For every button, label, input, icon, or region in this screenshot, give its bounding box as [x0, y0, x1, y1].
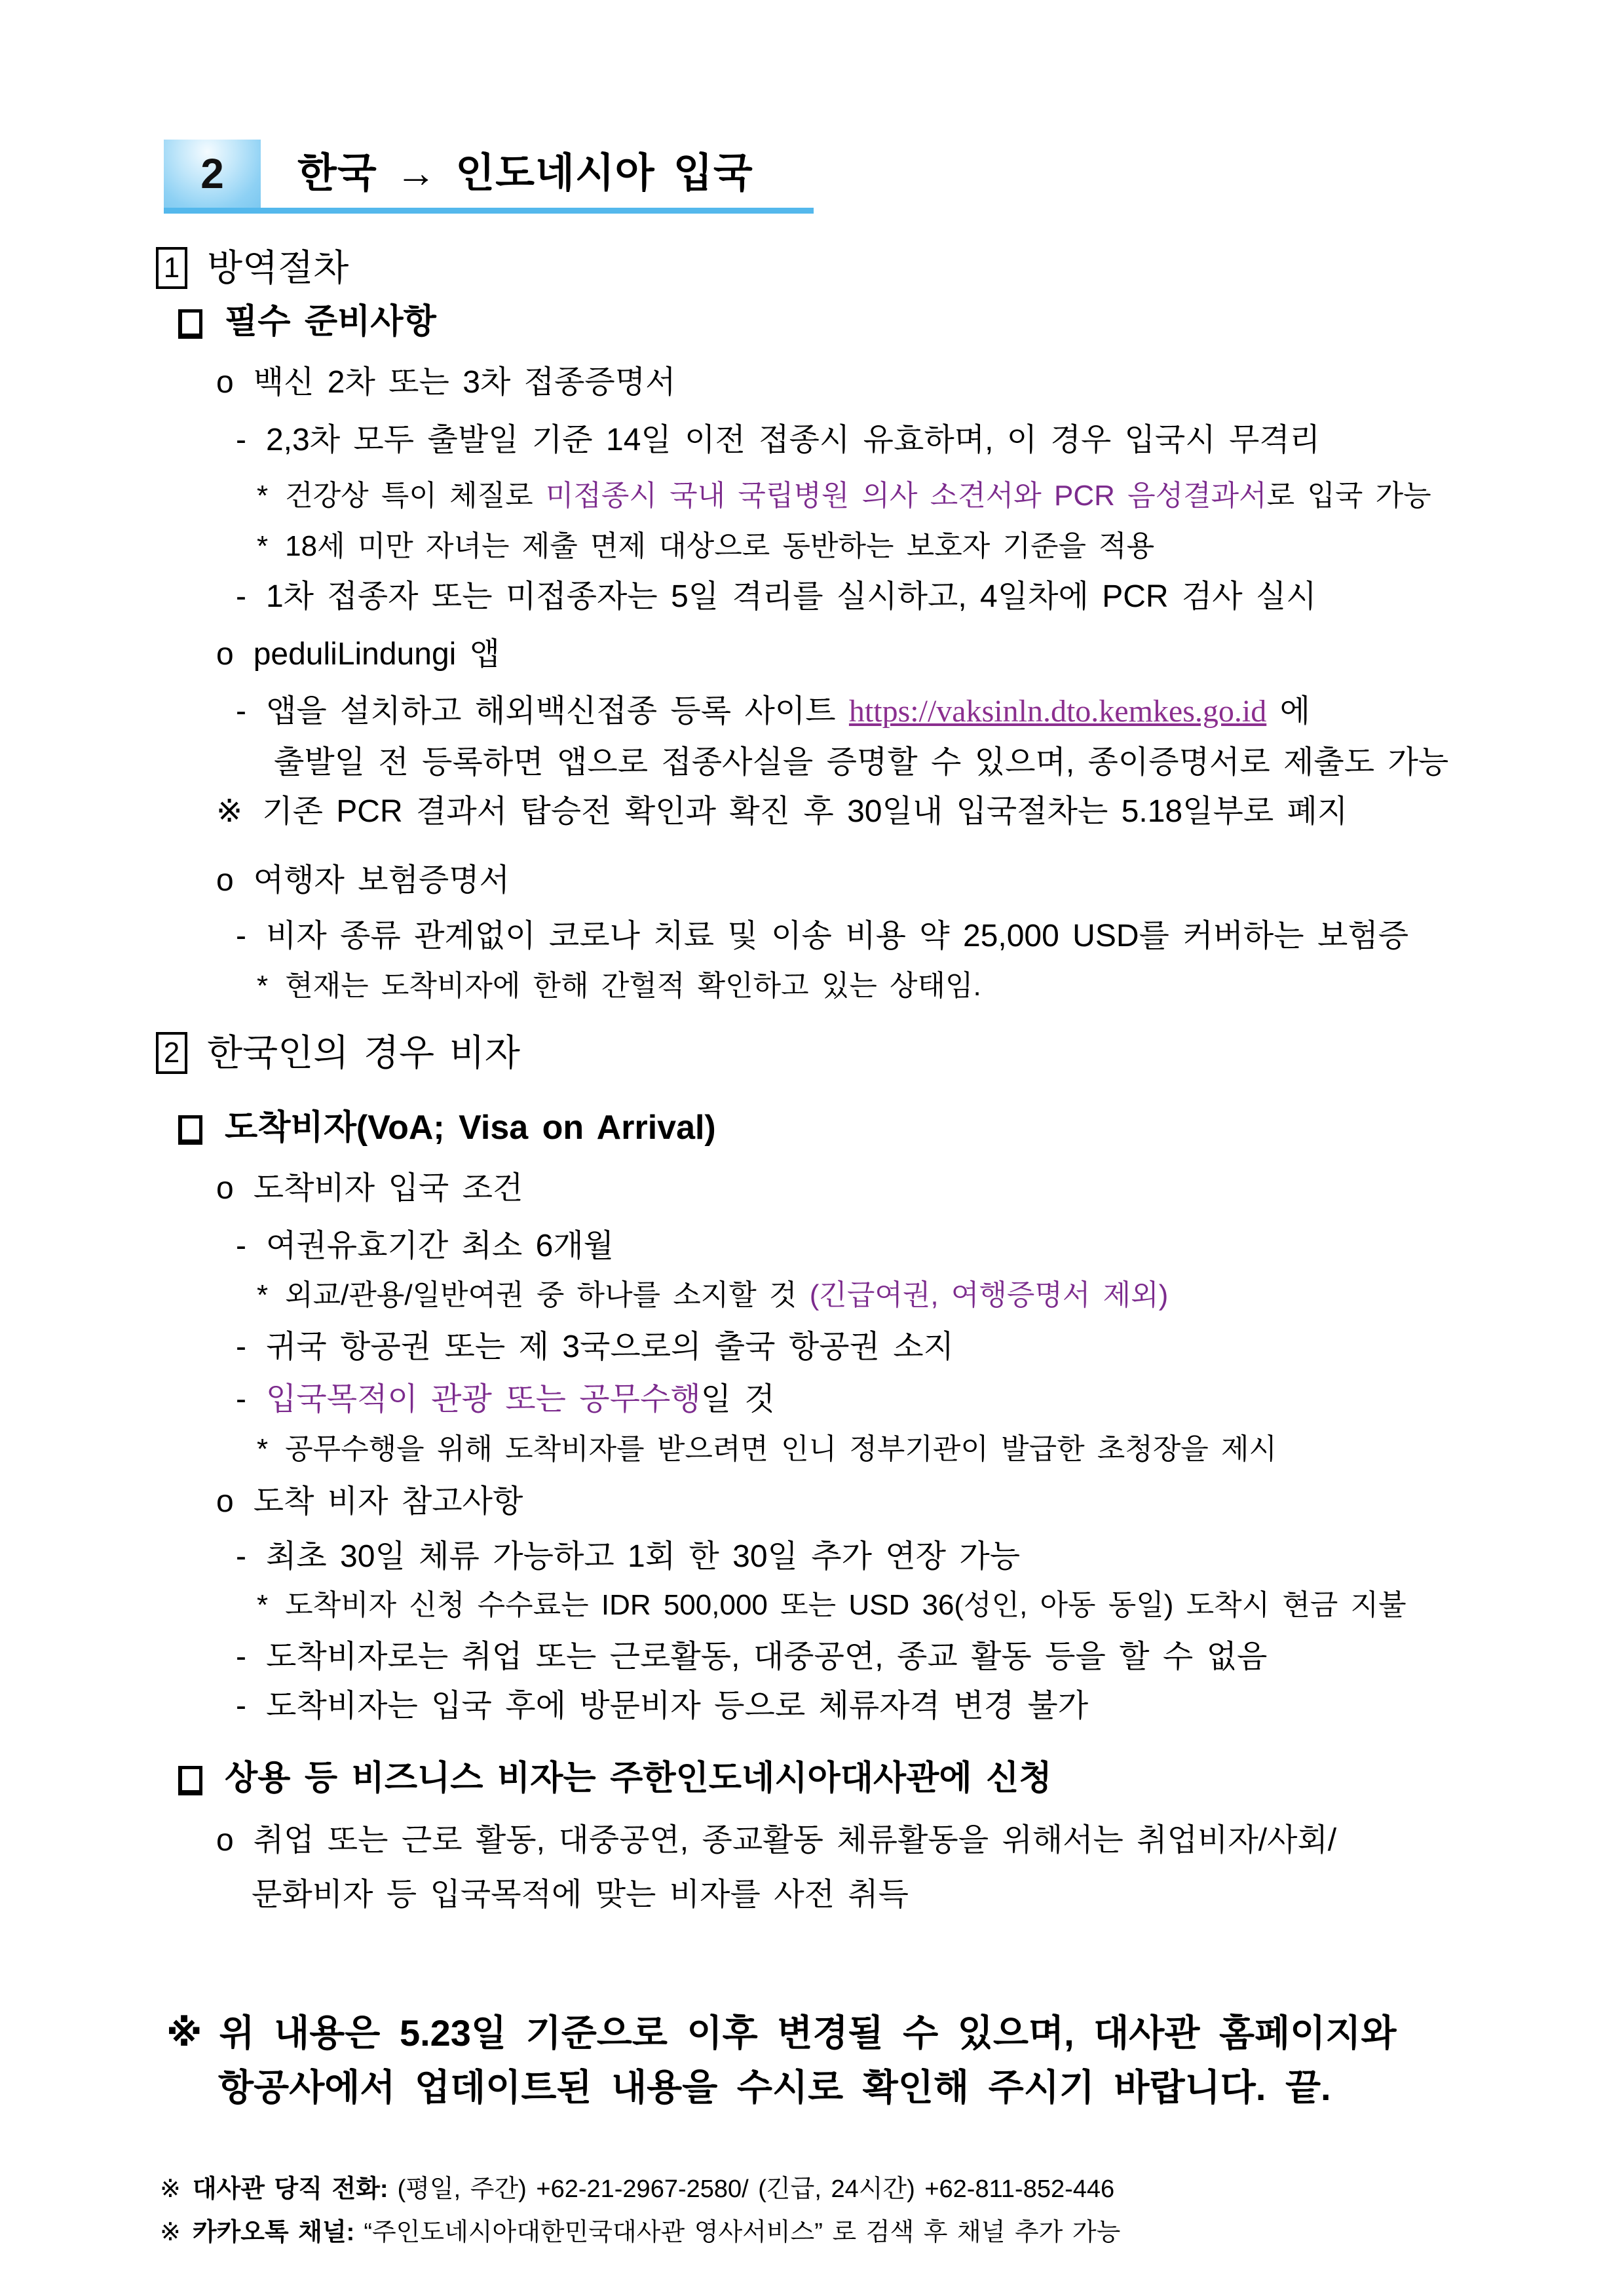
dash-bullet: - — [236, 1689, 246, 1723]
star-bullet: * — [257, 1279, 269, 1311]
vaccine-registration-link[interactable]: https://vaksinln.dto.kemkes.go.id — [848, 694, 1267, 729]
line-text — [266, 1384, 775, 1415]
dash-bullet: - — [236, 1229, 246, 1263]
footer-phone-label: 대사관 당직 전화: — [192, 2175, 388, 2203]
line-business-visa-2 — [0, 1879, 1624, 1911]
star-bullet: * — [257, 480, 269, 512]
footer-phone — [160, 2177, 1624, 2202]
circle-bullet: o — [216, 1171, 234, 1206]
line-text — [266, 696, 1310, 727]
line-voa-passport-note — [0, 1281, 1624, 1310]
dash-bullet: - — [236, 694, 246, 729]
line-insurance-title — [0, 865, 1624, 896]
text-purple: 입국목적이 관광 또는 공무수행 — [265, 1382, 701, 1417]
line-text: 귀국 항공권 또는 제 3국으로의 출국 항공권 소지 — [265, 1330, 954, 1364]
text-black: 일 것 — [700, 1382, 775, 1417]
heading-text: 방역절차 — [207, 247, 349, 288]
star-bullet: * — [257, 1589, 269, 1621]
circle-bullet: o — [216, 365, 234, 400]
line-text: 백신 2차 또는 3차 접종증명서 — [253, 365, 676, 400]
closing-notice-line1 — [166, 2012, 1624, 2054]
heading-text: 상용 등 비즈니스 비자는 주한인도네시아대사관에 신청 — [225, 1759, 1052, 1797]
line-text: 취업 또는 근로 활동, 대중공연, 종교활동 체류활동을 위해서는 취업비자/사회/ — [253, 1823, 1337, 1858]
heading-required-preparations — [178, 305, 1624, 339]
line-text — [285, 482, 1431, 510]
dash-bullet: - — [236, 1330, 246, 1364]
line-voa-ticket — [0, 1331, 1624, 1363]
line-text: peduliLindungi 앱 — [253, 637, 500, 672]
heading-text: 필수 준비사항 — [225, 303, 436, 341]
line-app-install-cont — [0, 747, 1624, 778]
line-voa-stay — [0, 1541, 1624, 1573]
line-voa-fee-note — [0, 1591, 1624, 1620]
dash-bullet: - — [236, 919, 246, 953]
line-text: 여행자 보험증명서 — [253, 863, 510, 898]
circle-bullet: o — [216, 1484, 234, 1519]
line-text: 도착비자 신청 수수료는 IDR 500,000 또는 USD 36(성인, 아동 동일) 도착시 현금 지불 — [285, 1589, 1407, 1621]
line-text: 위 내용은 5.23일 기준으로 이후 변경될 수 있으며, 대사관 홈페이지와 — [219, 2012, 1397, 2054]
star-bullet: * — [257, 970, 269, 1002]
heading-visa-for-koreans — [156, 1034, 1624, 1072]
line-text: 공무수행을 위해 도착비자를 받으려면 인니 정부기관이 발급한 초청장을 제시 — [285, 1433, 1277, 1465]
line-text — [285, 1281, 1168, 1310]
reference-mark: ※ — [216, 794, 243, 829]
line-app-install — [0, 696, 1624, 727]
line-text: 여권유효기간 최소 6개월 — [265, 1229, 614, 1263]
line-text: 1차 접종자 또는 미접종자는 5일 격리를 실시하고, 4일차에 PCR 검사 실시 — [265, 579, 1317, 614]
closing-notice-line2 — [0, 2069, 1624, 2106]
boxed-number-1: 1 — [156, 247, 187, 289]
line-pcr-abolished-note — [0, 796, 1624, 828]
line-text: 도착비자 입국 조건 — [253, 1171, 523, 1206]
line-text: 최초 30일 체류 가능하고 1회 한 30일 추가 연장 가능 — [265, 1539, 1021, 1574]
page-title: 한국 → 인도네시아 입국 — [297, 151, 753, 196]
line-text: 비자 종류 관계없이 코로나 치료 및 이송 비용 약 25,000 USD를 커버하는 보험증 — [265, 919, 1409, 953]
circle-bullet: o — [216, 637, 234, 672]
line-voa-reference-title — [0, 1486, 1624, 1518]
line-voa-purpose — [0, 1384, 1624, 1415]
line-text: 문화비자 등 입국목적에 맞는 비자를 사전 취득 — [252, 1877, 909, 1912]
dash-bullet: - — [236, 579, 246, 614]
line-voa-passport — [0, 1231, 1624, 1262]
line-vaccine-minor — [0, 532, 1624, 561]
star-bullet: * — [257, 1433, 269, 1465]
line-voa-no-work — [0, 1641, 1624, 1673]
dash-bullet: - — [236, 1539, 246, 1574]
line-vaccine-title — [0, 367, 1624, 398]
line-text: 도착 비자 참고사항 — [253, 1484, 523, 1519]
footer-phone-text: (평일, 주간) +62-21-2967-2580/ (긴급, 24시간) +62-811-852-446 — [397, 2175, 1115, 2203]
line-app-title — [0, 639, 1624, 670]
footer-kakao — [160, 2220, 1624, 2245]
section-number-box: 2 — [164, 140, 261, 208]
text-purple: (긴급여권, 여행증명서 제외) — [809, 1279, 1169, 1311]
line-voa-no-change — [0, 1691, 1624, 1722]
section-banner — [164, 140, 1624, 214]
circle-bullet: o — [216, 1823, 234, 1858]
line-voa-purpose-note — [0, 1435, 1624, 1464]
reference-mark: ※ — [160, 2219, 181, 2246]
text-black: 앱을 설치하고 해외백신접종 등록 사이트 — [265, 694, 849, 729]
text-black: 외교/관용/일반여권 중 하나를 소지할 것 — [285, 1279, 810, 1311]
square-bullet-icon — [178, 309, 202, 339]
heading-quarantine-procedure — [156, 249, 1624, 287]
line-text: 현재는 도착비자에 한해 간헐적 확인하고 있는 상태임. — [285, 970, 981, 1002]
reference-mark: ※ — [160, 2175, 181, 2203]
text-black: 로 입국 가능 — [1266, 480, 1431, 512]
dash-bullet: - — [236, 423, 246, 457]
heading-text: 도착비자(VoA; Visa on Arrival) — [225, 1109, 716, 1147]
text-purple: 미접종시 국내 국립병원 의사 소견서와 PCR 음성결과서 — [545, 480, 1267, 512]
line-text: 기존 PCR 결과서 탑승전 확인과 확진 후 30일내 입국절차는 5.18일부로 폐지 — [262, 794, 1348, 829]
line-vaccine-valid — [0, 425, 1624, 456]
text-black: 에 — [1266, 694, 1310, 729]
title-underline — [164, 208, 814, 214]
line-voa-conditions-title — [0, 1173, 1624, 1204]
dash-bullet: - — [236, 1382, 246, 1417]
line-text: 출발일 전 등록하면 앱으로 접종사실을 증명할 수 있으며, 종이증명서로 제출도 가능 — [274, 745, 1449, 780]
reference-mark: ※ — [166, 2012, 202, 2054]
line-text: 18세 미만 자녀는 제출 면제 대상으로 동반하는 보호자 기준을 적용 — [285, 530, 1155, 562]
footer-kakao-label: 카카오톡 채널: — [192, 2219, 355, 2246]
line-text: 도착비자로는 취업 또는 근로활동, 대중공연, 종교 활동 등을 할 수 없음 — [265, 1639, 1268, 1674]
square-bullet-icon — [178, 1115, 202, 1145]
boxed-number-2: 2 — [156, 1032, 187, 1074]
line-insurance-note — [0, 972, 1624, 1001]
line-text: 2,3차 모두 출발일 기준 14일 이전 접종시 유효하며, 이 경우 입국시 무격리 — [265, 423, 1321, 457]
line-vaccine-health-exception — [0, 482, 1624, 510]
heading-voa — [178, 1111, 1624, 1145]
circle-bullet: o — [216, 863, 234, 898]
line-text: 도착비자는 입국 후에 방문비자 등으로 체류자격 변경 불가 — [265, 1689, 1089, 1723]
footer-kakao-text: “주인도네시아대한민국대사관 영사서비스” 로 검색 후 채널 추가 가능 — [364, 2219, 1121, 2246]
star-bullet: * — [257, 530, 269, 562]
text-black: 건강상 특이 체질로 — [285, 480, 546, 512]
line-vaccine-first-dose — [0, 581, 1624, 613]
heading-text: 한국인의 경우 비자 — [207, 1032, 520, 1073]
dash-bullet: - — [236, 1639, 246, 1674]
line-text: 항공사에서 업데이트된 내용을 수시로 확인해 주시기 바랍니다. 끝. — [218, 2067, 1331, 2108]
square-bullet-icon — [178, 1766, 202, 1795]
heading-business-visa — [178, 1761, 1624, 1795]
line-business-visa-1 — [0, 1825, 1624, 1856]
line-insurance-coverage — [0, 921, 1624, 952]
